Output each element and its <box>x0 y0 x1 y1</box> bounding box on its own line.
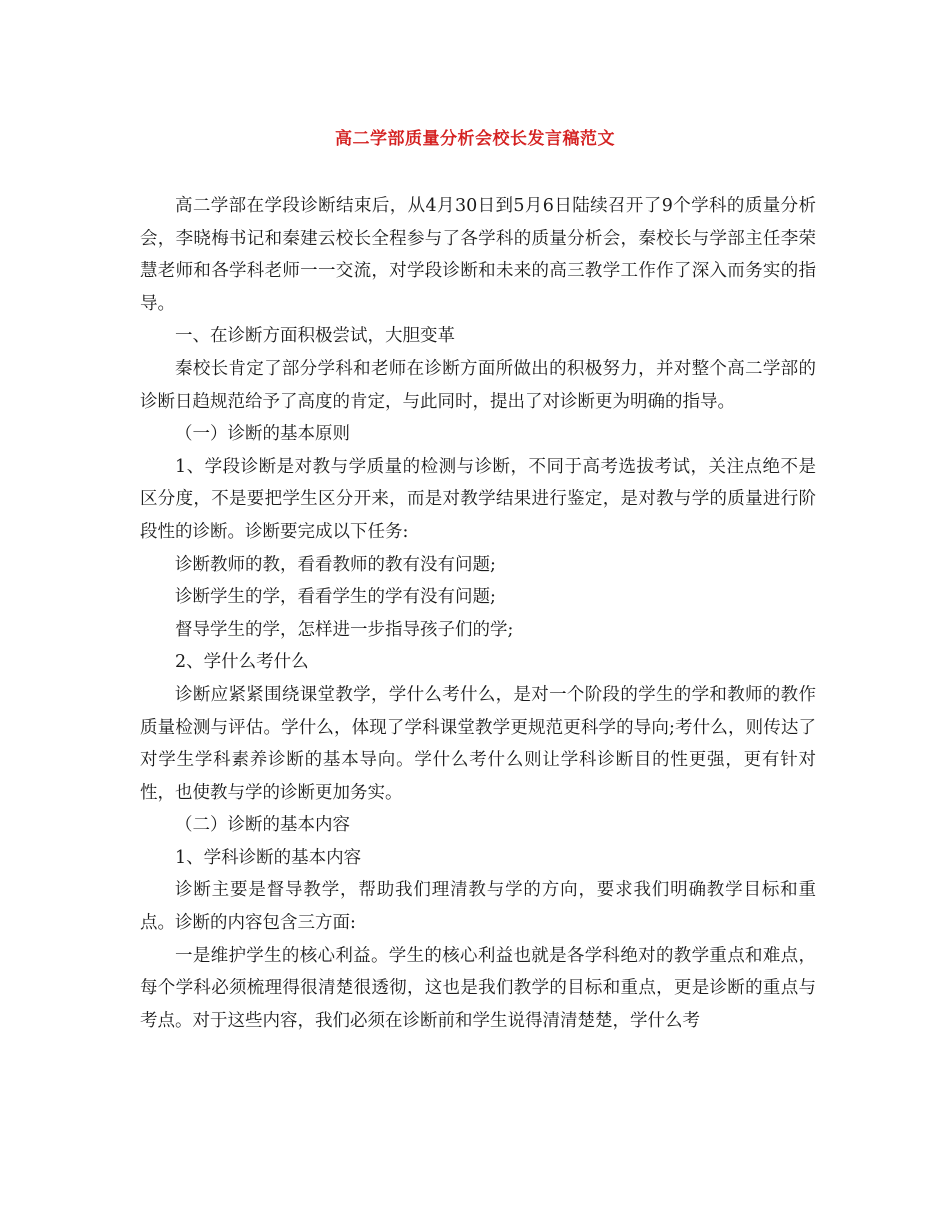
subsection-heading-content: （二）诊断的基本内容 <box>175 815 350 836</box>
paragraph-content-intro: 诊断主要是督导教学，帮助我们理清教与学的方向，要求我们明确教学目标和重点。诊断的内容包含三方面: <box>140 880 816 934</box>
list-item-guidance: 督导学生的学，怎样进一步指导孩子们的学; <box>175 619 514 640</box>
paragraph-content-1-heading: 1、学科诊断的基本内容 <box>175 847 362 868</box>
document-body <box>140 190 816 1037</box>
document-title: 高二学部质量分析会校长发言稿范文 <box>335 129 615 149</box>
paragraph-principle-2-heading: 2、学什么考什么 <box>175 652 309 673</box>
paragraph-core-interest: 一是维护学生的核心利益。学生的核心利益也就是各学科绝对的教学重点和难点，每个学科必须梳理得很清楚很透彻，这也是我们教学的目标和重点，更是诊断的重点与考点。对于这些内容，我们必须在诊断前和学生说得清清楚楚，学什么考 <box>140 945 816 1031</box>
list-item-teacher: 诊断教师的教，看看教师的教有没有问题; <box>175 554 496 575</box>
paragraph-affirmation: 秦校长肯定了部分学科和老师在诊断方面所做出的积极努力，并对整个高二学部的诊断日趋规范给予了高度的肯定，与此同时，提出了对诊断更为明确的指导。 <box>140 358 816 412</box>
paragraph-principle-2: 诊断应紧紧围绕课堂教学，学什么考什么，是对一个阶段的学生的学和教师的教作质量检测与评估。学什么，体现了学科课堂教学更规范更科学的导向;考什么，则传达了对学生学科素养诊断的基本导向。学什么考什么则让学科诊断目的性更强，更有针对性，也使教与学的诊断更加务实。 <box>140 684 816 803</box>
list-item-student: 诊断学生的学，看看学生的学有没有问题; <box>175 587 496 608</box>
paragraph-principle-1: 1、学段诊断是对教与学质量的检测与诊断，不同于高考选拔考试，关注点绝不是区分度，不是要把学生区分开来，而是对教学结果进行鉴定，是对教与学的质量进行阶段性的诊断。诊断要完成以下任务: <box>140 456 816 542</box>
paragraph-intro: 高二学部在学段诊断结束后，从4月30日到5月6日陆续召开了9个学科的质量分析会，李晓梅书记和秦建云校长全程参与了各学科的质量分析会，秦校长与学部主任李荣慧老师和各学科老师一一交流，对学段诊断和未来的高三教学工作作了深入而务实的指导。 <box>140 196 816 314</box>
section-heading-1: 一、在诊断方面积极尝试，大胆变革 <box>175 326 455 347</box>
subsection-heading-principles: （一）诊断的基本原则 <box>175 424 350 445</box>
